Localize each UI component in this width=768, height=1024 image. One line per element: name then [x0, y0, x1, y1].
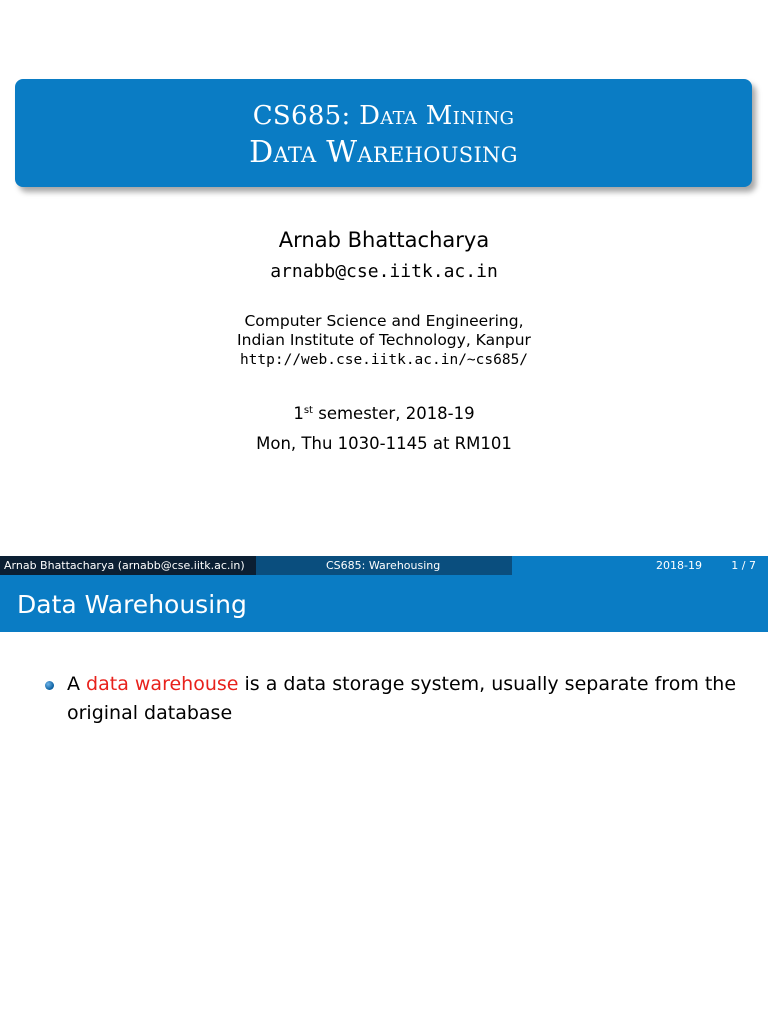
footer-right: [512, 556, 768, 575]
title-box: [15, 79, 752, 187]
bullet-icon: [45, 681, 54, 690]
course-url: http://web.cse.iitk.ac.in/~cs685/: [239, 352, 529, 368]
bullet-highlight: data warehouse: [86, 673, 239, 695]
footer-short-title: CS685: Warehousing: [256, 556, 512, 575]
author-email: arnabb@cse.iitk.ac.in: [270, 261, 498, 282]
author-name: Arnab Bhattacharya: [278, 228, 490, 252]
semester: [0, 404, 768, 423]
course-title: CS685: Data Mining: [252, 101, 515, 131]
semester-ordinal: 1: [293, 404, 304, 423]
bullet-suffix: is a data storage system, usually separate from the original database: [67, 673, 737, 724]
schedule: Mon, Thu 1030-1145 at RM101: [256, 434, 512, 453]
footer-date: 2018-19: [656, 559, 702, 572]
semester-superscript: st: [303, 405, 313, 416]
bullet-prefix: A: [67, 673, 87, 695]
frame-title-bar: [0, 575, 768, 632]
institute: Indian Institute of Technology, Kanpur: [237, 331, 531, 349]
topic-title: Data Warehousing: [249, 135, 518, 170]
department: Computer Science and Engineering,: [244, 312, 524, 330]
footer-page-number: 1 / 7: [731, 559, 756, 572]
bullet-item: [67, 670, 747, 728]
footer-bar: [0, 556, 768, 575]
semester-rest: semester, 2018-19: [312, 404, 475, 423]
footer-author: Arnab Bhattacharya (arnabb@cse.iitk.ac.in): [0, 556, 256, 575]
frame-title: Data Warehousing: [17, 590, 247, 619]
